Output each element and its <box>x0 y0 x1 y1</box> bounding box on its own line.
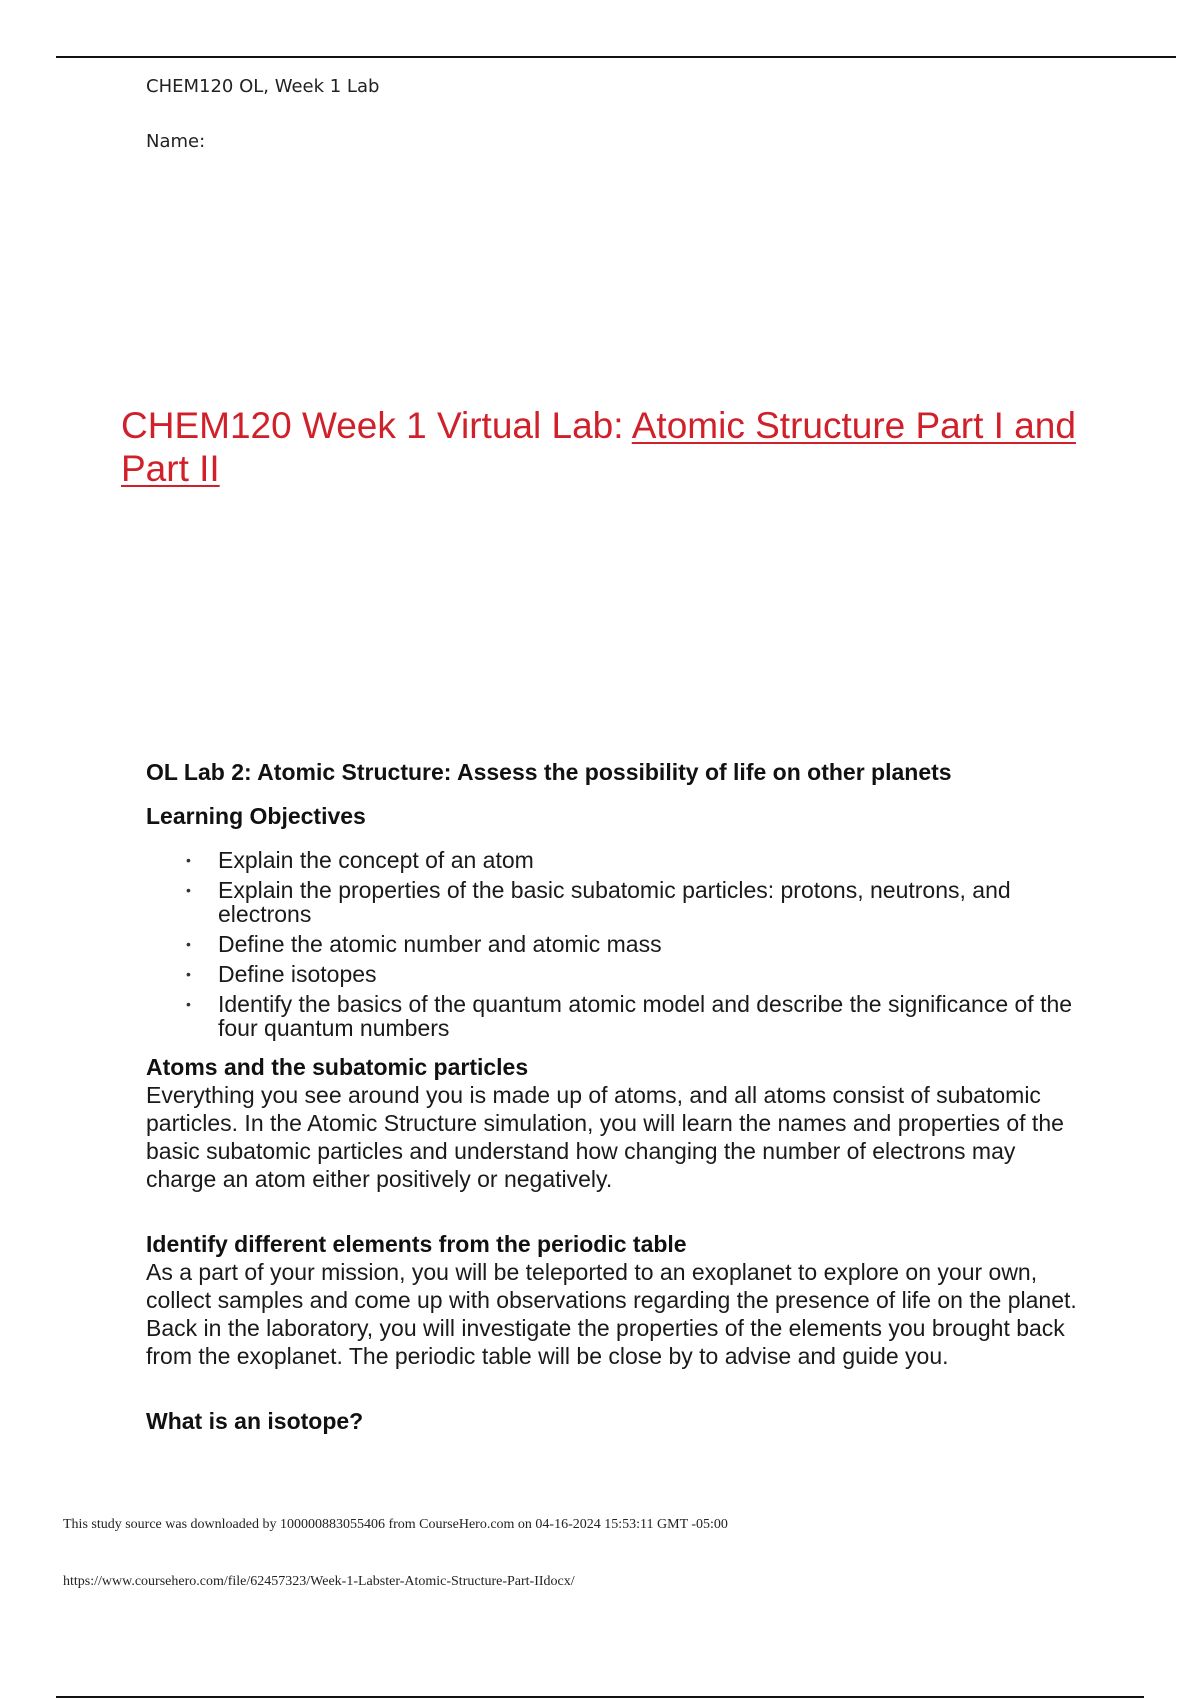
bullet-icon: • <box>186 936 191 952</box>
objectives-list <box>146 848 1091 1040</box>
source-url[interactable]: https://www.coursehero.com/file/62457323/Week-1-Labster-Atomic-Structure-Part-IIdocx/ <box>63 1574 575 1589</box>
section-periodic-table <box>146 1231 1091 1370</box>
top-rule <box>56 56 1176 58</box>
lab-content <box>146 758 1091 1435</box>
section-heading: Identify different elements from the periodic table <box>146 1231 687 1257</box>
objective-text: Explain the concept of an atom <box>218 847 534 873</box>
section-body: Everything you see around you is made up of atoms, and all atoms consist of subatomic particles. In the Atomic Structure simulation, you will learn the names and properties of the basic subatomic particles and understand how changing the number of electrons may charge an atom either positively or negatively. <box>146 1082 1064 1192</box>
section-heading: Atoms and the subatomic particles <box>146 1054 529 1080</box>
objective-text: Explain the properties of the basic subatomic particles: protons, neutrons, and electrons <box>218 877 1011 927</box>
name-label: Name: <box>146 131 206 152</box>
list-item <box>146 992 1091 1040</box>
download-note: This study source was downloaded by 100000883055406 from CourseHero.com on 04-16-2024 15:53:11 GMT -05:00 <box>63 1517 728 1532</box>
list-item <box>146 848 1091 872</box>
page-title <box>121 404 1101 490</box>
bottom-rule <box>56 1696 1144 1698</box>
section-body: As a part of your mission, you will be teleported to an exoplanet to explore on your own, collect samples and come up with observations regarding the presence of life on the planet. Back in the laboratory, you will investigate the properties of the elements you brought back from the exoplanet. The periodic table will be close by to advise and guide you. <box>146 1259 1077 1369</box>
bullet-icon: • <box>186 966 191 982</box>
objective-text: Define isotopes <box>218 961 377 987</box>
list-item <box>146 962 1091 986</box>
title-link[interactable]: Atomic Structure Part I and Part II <box>121 405 1076 489</box>
list-item <box>146 932 1091 956</box>
objective-text: Identify the basics of the quantum atomic model and describe the significance of the four quantum numbers <box>218 991 1073 1041</box>
bullet-icon: • <box>186 882 191 898</box>
section-atoms <box>146 1054 1091 1193</box>
objectives-heading: Learning Objectives <box>146 803 366 829</box>
objective-text: Define the atomic number and atomic mass <box>218 931 662 957</box>
section-isotope <box>146 1408 1091 1435</box>
bullet-icon: • <box>186 852 191 868</box>
section-heading: What is an isotope? <box>146 1408 364 1434</box>
list-item <box>146 878 1091 926</box>
course-line: CHEM120 OL, Week 1 Lab <box>146 76 380 97</box>
bullet-icon: • <box>186 996 191 1012</box>
lab-heading: OL Lab 2: Atomic Structure: Assess the possibility of life on other planets <box>146 759 952 785</box>
title-prefix: CHEM120 Week 1 Virtual Lab: <box>121 405 632 446</box>
